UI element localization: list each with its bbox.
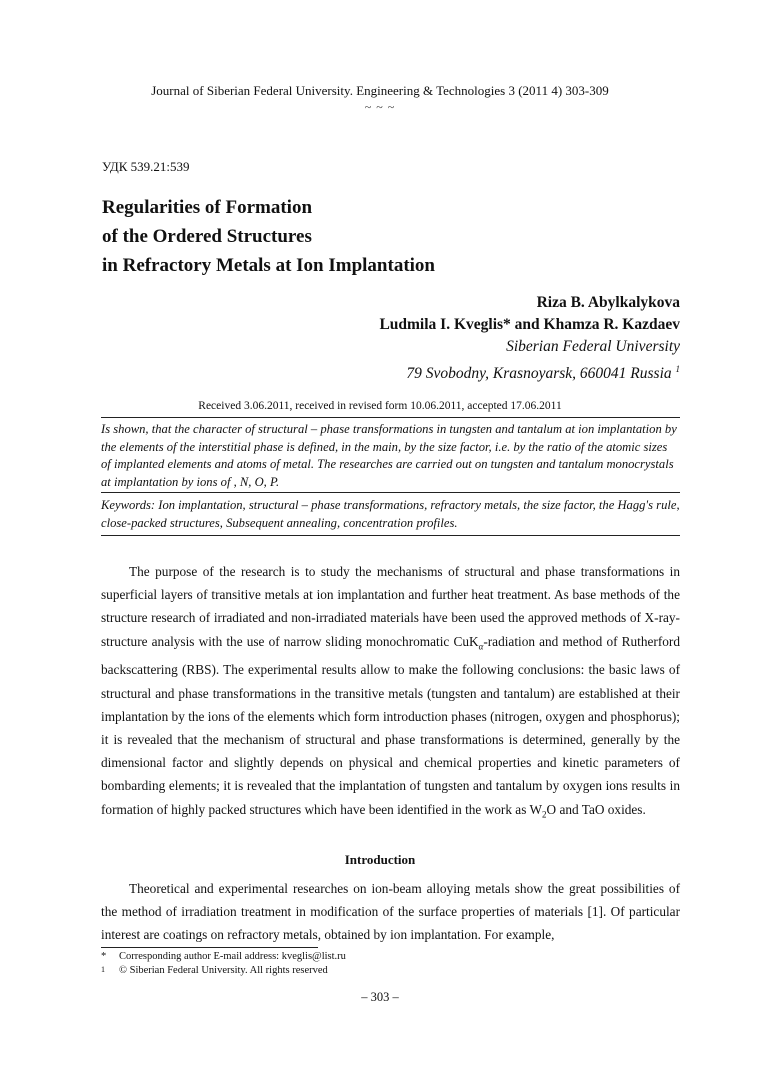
keywords-bottom-rule (101, 535, 680, 536)
footnote-1 (101, 951, 346, 962)
title-line-2: of the Ordered Structures (102, 226, 312, 247)
cuk-subscript: α (478, 641, 484, 652)
author-line-1: Riza B. Abylkalykova (536, 294, 680, 311)
address-footnote-mark: 1 (675, 364, 680, 374)
abstract: Is shown, that the character of structural – phase transformations in tungsten and tantalum at ion implantation by the elements of the interstitial phase is defined, in the main, by the size factor, i.e. by the ratio of the atomic sizes of implanted elements and atoms of metal. The researches are carried out on tungsten and tantalum monocrystals at implantation by ions of , N, O, P. (101, 422, 677, 489)
footnote-1-text: Corresponding author E-mail address: kveglis@list.ru (119, 951, 346, 962)
header-separator: ~ ~ ~ (364, 100, 396, 114)
affiliation: Siberian Federal University (506, 338, 680, 355)
paragraph-1-text-b: -radiation and method of Rutherford backscattering (RBS). The experimental results allow to make the following conclusions: the basic laws of structural and phase transformations in the transitive metals (tungsten and tantalum) are established at their implantation by the ions of the elements which form introduction phases (nitrogen, oxygen and phosphorus); it is revealed that the mechanism of structural and phase transformations is determined, generally by the dimensional factor and slightly depends on physical and chemical properties and kinetic parameters of bombarding elements; it is revealed that the implantation of tungsten and tantalum by oxygen ions results in formation of highly packed structures which have been identified in the work as (101, 633, 680, 817)
page-number: – 303 – (361, 990, 399, 1004)
keywords: Keywords: Ion implantation, structural – phase transformations, refractory metals, the size factor, the Hagg's rule, close-packed structures, Subsequent annealing, concentration profiles. (101, 498, 680, 530)
title-line-1: Regularities of Formation (102, 197, 313, 218)
journal-header: Journal of Siberian Federal University. Engineering & Technologies 3 (2011 4) 303-309 (151, 83, 609, 98)
section-heading-introduction: Introduction (344, 852, 416, 867)
footnote-2-text: © Siberian Federal University. All rights reserved (119, 965, 328, 976)
w2o-tail: O (546, 801, 557, 817)
author-block (379, 292, 680, 385)
paragraph-1-text-c: and TaO oxides. (556, 801, 646, 817)
footnote-2-mark: 1 (101, 965, 105, 974)
udk-code: УДК 539.21:539 (102, 159, 190, 174)
w2o-subscript: 2 (542, 809, 547, 820)
received-dates: Received 3.06.2011, received in revised form 10.06.2011, accepted 17.06.2011 (198, 400, 562, 412)
address: 79 Svobodny, Krasnoyarsk, 660041 Russia (406, 365, 672, 383)
paragraph-1-text-a: The purpose of the research is to study the mechanisms of structural and phase transformations in superficial layers of transitive metals at ion implantation and further heat treatment. As base methods of the structure research of irradiated and non-irradiated materials have been used the approved methods of X-ray-structure analysis with the use of narrow sliding monochromatic (101, 564, 680, 649)
abstract-divider-rule (101, 492, 680, 493)
title-line-3: in Refractory Metals at Ion Implantation (102, 255, 435, 276)
footnote-1-mark: * (101, 951, 107, 962)
author-line-2: Ludmila I. Kveglis* and Khamza R. Kazdaev (379, 316, 680, 333)
abstract-top-rule (101, 417, 680, 418)
footnote-2 (101, 965, 328, 976)
address-line (379, 358, 680, 385)
w2o-term (529, 801, 557, 820)
cuk-base: CuK (453, 633, 479, 649)
body-paragraph-2: Theoretical and experimental researches on ion-beam alloying metals show the great possibilities of the method of irradiation treatment in modification of the surface properties of materials [1]. Of particular interest are coatings on refractory metals, obtained by ion implantation. For example, (101, 881, 680, 943)
w2o-base: W (529, 801, 543, 817)
cuk-alpha-term (453, 633, 484, 652)
body-paragraph-1 (101, 560, 680, 827)
paper-title (102, 193, 435, 280)
footnote-rule (101, 947, 318, 948)
